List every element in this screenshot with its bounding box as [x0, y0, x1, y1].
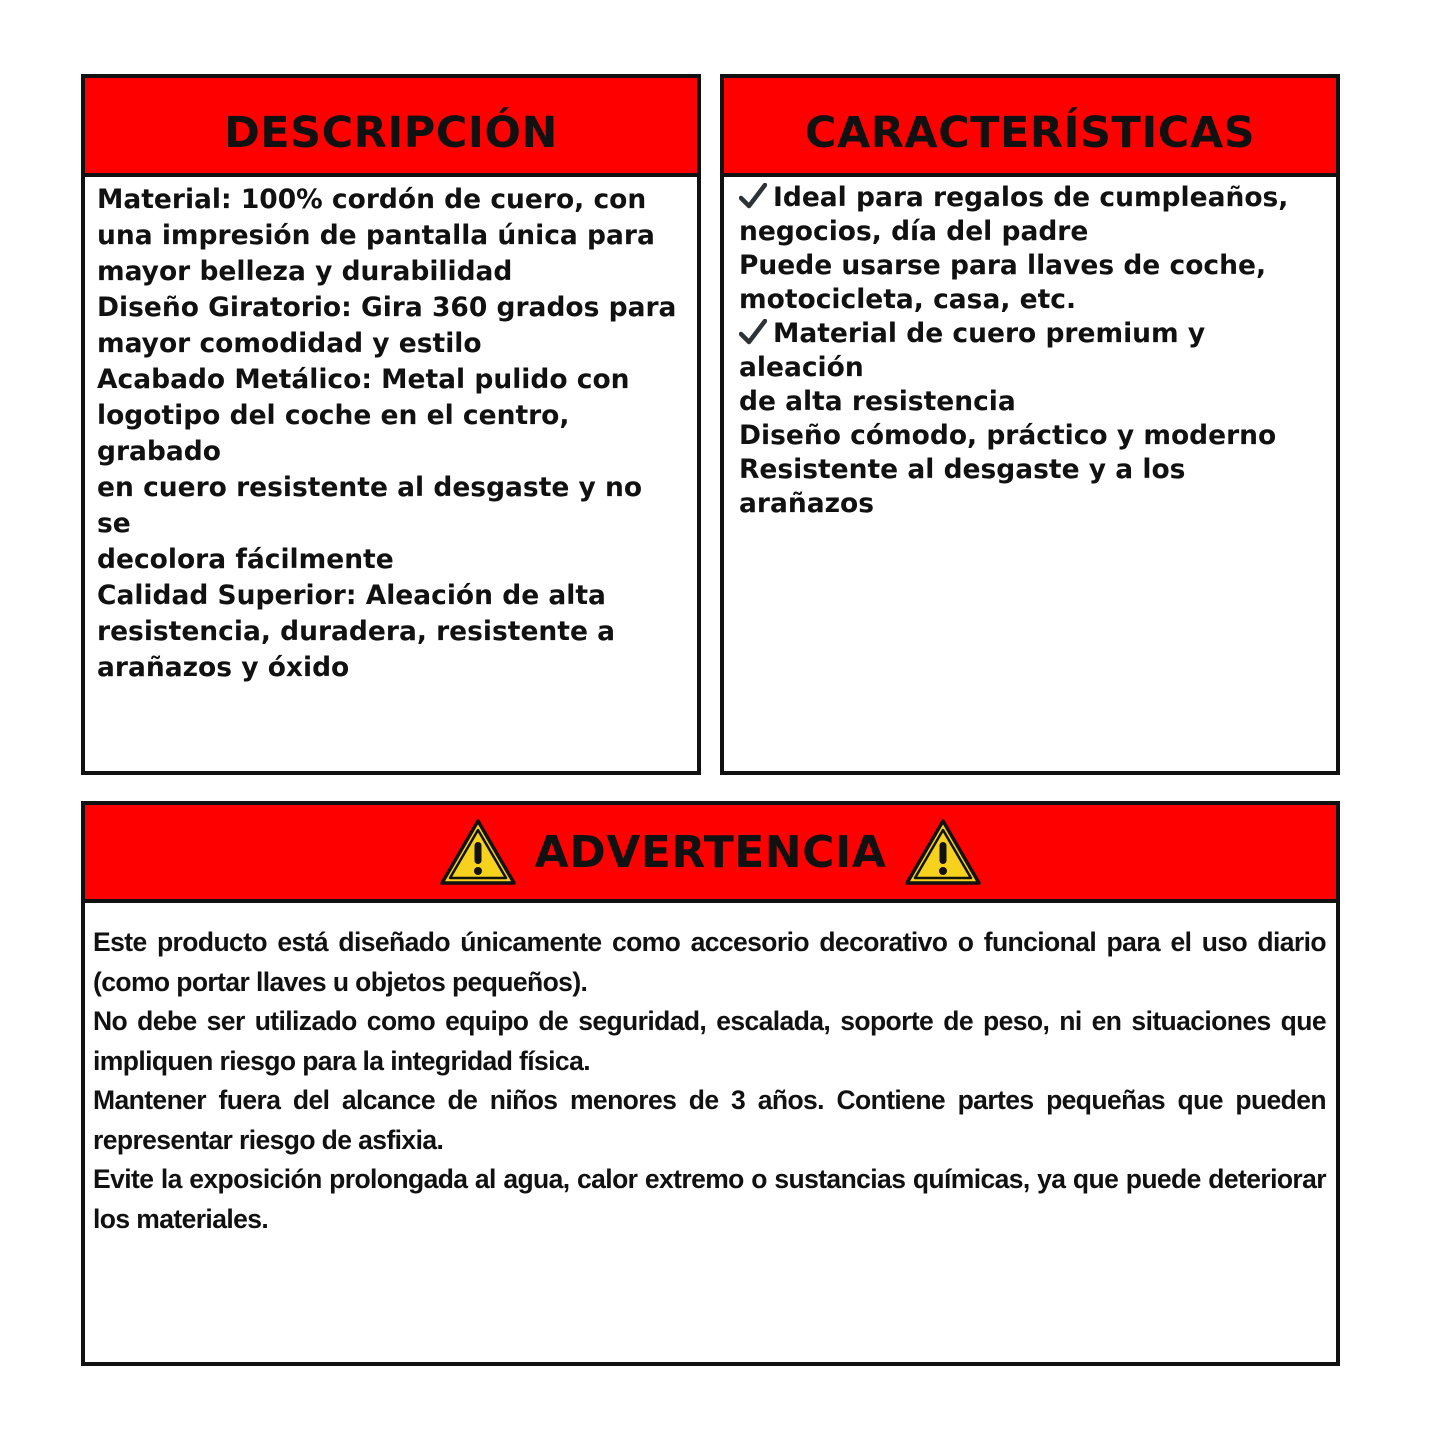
description-line: mayor belleza y durabilidad: [97, 256, 513, 287]
warning-title: ADVERTENCIA: [534, 826, 887, 878]
warning-header: [85, 805, 1336, 903]
description-line: arañazos y óxido: [97, 652, 350, 683]
features-header: [724, 78, 1336, 177]
description-line: en cuero resistente al desgaste y no se: [97, 472, 643, 539]
description-line: Acabado Metálico: Metal pulido con: [97, 364, 630, 395]
description-line: Diseño Giratorio: Gira 360 grados para: [97, 292, 677, 323]
features-panel: [720, 74, 1340, 775]
description-line: logotipo del coche en el centro, grabado: [97, 400, 570, 467]
features-body: [724, 177, 1336, 521]
description-body: [85, 177, 697, 686]
feature-line: Puede usarse para llaves de coche,: [739, 250, 1267, 281]
feature-line: Resistente al desgaste y a los arañazos: [739, 454, 1186, 519]
feature-line: [739, 181, 1326, 215]
warning-paragraph: No debe ser utilizado como equipo de seguridad, escalada, soporte de peso, ni en situaciones que impliquen riesgo para la integridad física.: [93, 1006, 1326, 1076]
warning-triangle-icon: [904, 818, 982, 886]
checkmark-icon: [739, 183, 767, 209]
warning-paragraph: Mantener fuera del alcance de niños menores de 3 años. Contiene partes pequeñas que pueden representar riesgo de asfixia.: [93, 1085, 1326, 1155]
feature-text: Ideal para regalos de cumpleaños,: [773, 182, 1289, 213]
feature-line: Diseño cómodo, práctico y moderno: [739, 420, 1277, 451]
feature-line: de alta resistencia: [739, 386, 1016, 417]
description-line: Material: 100% cordón de cuero, con: [97, 184, 647, 215]
description-line: decolora fácilmente: [97, 544, 394, 575]
warning-paragraph: Evite la exposición prolongada al agua, calor extremo o sustancias químicas, ya que puede deteriorar los materiales.: [93, 1164, 1326, 1234]
warning-body: [85, 903, 1336, 1239]
features-title: CARACTERÍSTICAS: [804, 107, 1256, 158]
feature-line: negocios, día del padre: [739, 216, 1089, 247]
warning-panel: [81, 801, 1340, 1366]
description-title: DESCRIPCIÓN: [224, 107, 558, 158]
warning-paragraph: Este producto está diseñado únicamente como accesorio decorativo o funcional para el uso diario (como portar llaves u objetos pequeños).: [93, 927, 1326, 997]
warning-triangle-icon: [439, 818, 517, 886]
description-header: [85, 78, 697, 177]
description-panel: [81, 74, 701, 775]
description-line: resistencia, duradera, resistente a: [97, 616, 616, 647]
feature-text: Material de cuero premium y aleación: [739, 318, 1206, 383]
description-line: una impresión de pantalla única para: [97, 220, 655, 251]
description-line: mayor comodidad y estilo: [97, 328, 482, 359]
checkmark-icon: [739, 319, 767, 345]
description-line: Calidad Superior: Aleación de alta: [97, 580, 606, 611]
feature-line: [739, 317, 1326, 385]
feature-line: motocicleta, casa, etc.: [739, 284, 1077, 315]
